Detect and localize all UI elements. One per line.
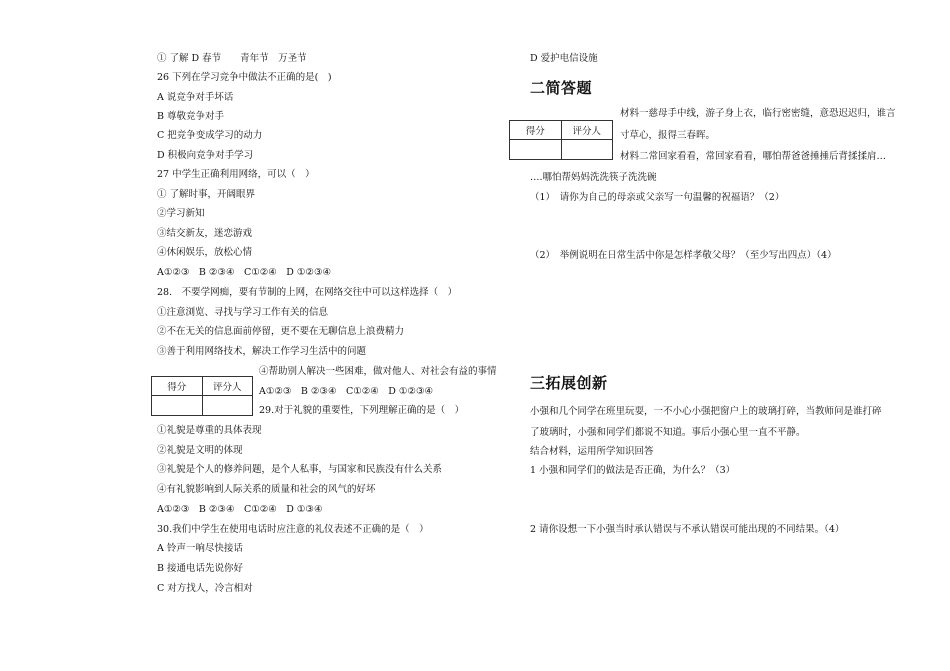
q26-stem: 26 下列在学习竞争中做法不正确的是( ) xyxy=(157,72,332,83)
q26-option-d: D 积极向竞争对手学习 xyxy=(157,150,254,161)
q28-item-2: ②不在无关的信息面前停留，更不要在无聊信息上浪费精力 xyxy=(157,326,405,337)
score-label: 得分 xyxy=(510,121,562,140)
score-cell xyxy=(152,396,203,416)
grader-cell xyxy=(561,140,613,160)
q27-item-2: ②学习新知 xyxy=(157,208,205,219)
q30-option-b: B 接通电话先说你好 xyxy=(157,563,244,574)
short-answer-q2: （2） 举例说明在日常生活中你是怎样孝敬父母？（至少写出四点）（4） xyxy=(530,250,837,261)
story-line-1: 小强和几个同学在班里玩耍，一不小心小强把窗户上的玻璃打碎，当教师问是谁打碎 xyxy=(530,406,882,417)
left-line: ① 了解 D 春节 青年节 万圣节 xyxy=(157,53,307,64)
q29-item-1: ①礼貌是尊重的具体表现 xyxy=(157,425,262,436)
q26-option-b: B 尊敬竞争对手 xyxy=(157,111,225,122)
extension-q1: 1 小强和同学们的做法是否正确，为什么？（3） xyxy=(530,465,736,476)
q30-stem: 30.我们中学生在使用电话时应注意的礼仪表述不正确的是（ ） xyxy=(157,524,429,535)
q29-stem: 29.对于礼貌的重要性，下列理解正确的是（ ） xyxy=(259,405,465,416)
material-2-line-2: ….哪怕帮妈妈洗洗筷子洗洗碗 xyxy=(530,172,657,183)
extension-q2: 2 请你设想一下小强当时承认错误与不承认错误可能出现的不同结果。（4） xyxy=(530,524,845,535)
q28-options: A①②③ B ②③④ C①②④ D ①②③④ xyxy=(259,386,433,397)
q29-item-4: ④有礼貌影响到人际关系的质量和社会的风气的好坏 xyxy=(157,484,376,495)
material-2-line-1: 材料二常回家看看，常回家看看，哪怕帮爸爸捶捶后背揉揉肩… xyxy=(620,151,887,162)
q27-item-4: ④休闲娱乐，放松心情 xyxy=(157,247,253,258)
q29-options: A①②③ B ②③④ C①②④ D ①③④ xyxy=(157,504,323,515)
q30-option-d: D 爱护电信设施 xyxy=(530,53,598,64)
grader-label: 评分人 xyxy=(561,121,613,140)
q29-item-3: ③礼貌是个人的修养问题，是个人私事，与国家和民族没有什么关系 xyxy=(157,464,443,475)
grader-cell xyxy=(202,396,253,416)
q29-item-2: ②礼貌是文明的体现 xyxy=(157,445,243,456)
q30-option-c: C 对方找人，冷言相对 xyxy=(157,583,253,594)
grader-label: 评分人 xyxy=(202,377,253,396)
story-line-2: 了玻璃时，小强和同学们都说不知道。事后小强心里一直不平静。 xyxy=(530,427,806,438)
section-heading-short-answer: 二简答题 xyxy=(530,79,593,97)
q27-stem: 27 中学生正确利用网络，可以（ ） xyxy=(157,169,315,180)
story-instruction: 结合材料，运用所学知识回答 xyxy=(530,446,654,457)
q26-option-a: A 说竞争对手坏话 xyxy=(157,92,234,103)
section-heading-extension: 三拓展创新 xyxy=(530,374,608,392)
score-cell xyxy=(510,140,562,160)
q27-options: A①②③ B ②③④ C①②④ D ①②③④ xyxy=(157,267,331,278)
q27-item-3: ③结交新友，迷恋游戏 xyxy=(157,228,253,239)
q26-option-c: C 把竞争变成学习的动力 xyxy=(157,130,263,141)
short-answer-q1: （1） 请你为自己的母亲或父亲写一句温馨的祝福语？（2） xyxy=(530,192,785,203)
score-table-right xyxy=(509,120,613,160)
score-table-left xyxy=(151,376,253,416)
material-1-line-2: 寸草心，报得三春晖。 xyxy=(620,130,716,141)
q27-item-1: ① 了解时事，开阔眼界 xyxy=(157,189,256,200)
material-1-line-1: 材料一慈母手中线，游子身上衣，临行密密缝，意恐迟迟归，谁言 xyxy=(620,108,896,119)
q28-item-3: ③善于利用网络技术，解决工作学习生活中的问题 xyxy=(157,346,367,357)
q28-stem: 28. 不要学网痴，要有节制的上网，在网络交往中可以这样选择（ ） xyxy=(157,287,458,298)
q28-item-4: ④帮助别人解决一些困难，做对他人、对社会有益的事情 xyxy=(259,366,497,377)
q30-option-a: A 铃声一响尽快接话 xyxy=(157,543,243,554)
q28-item-1: ①注意浏览、寻找与学习工作有关的信息 xyxy=(157,307,329,318)
score-label: 得分 xyxy=(152,377,203,396)
